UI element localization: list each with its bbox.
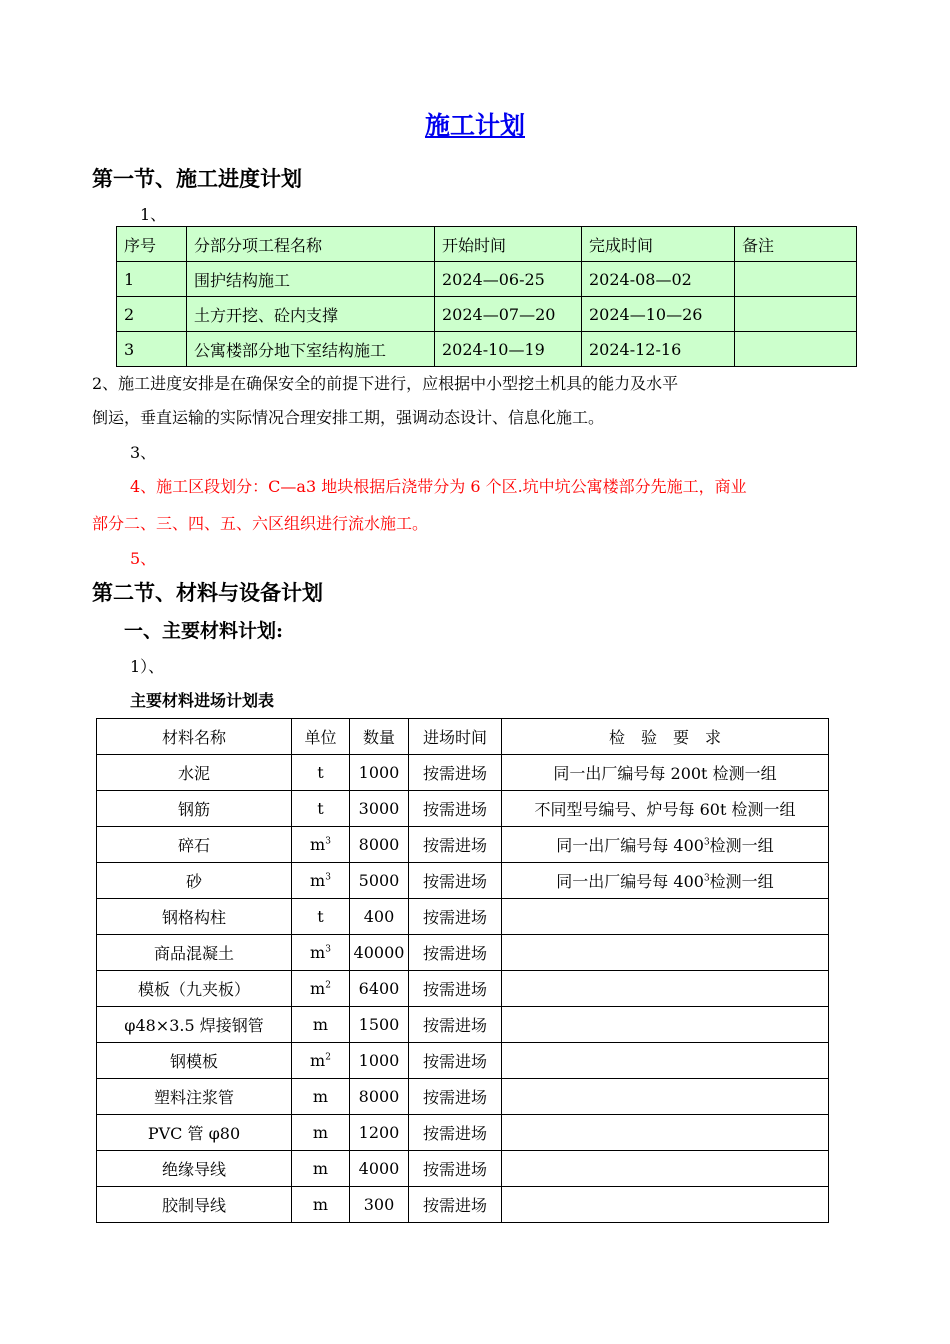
material-requirement-cell	[502, 1115, 829, 1151]
material-unit: t	[317, 763, 324, 782]
material-name-cell	[97, 1115, 292, 1151]
material-requirement-tail: 检测一组	[709, 872, 774, 891]
material-requirement-cell	[502, 1079, 829, 1115]
material-time: 按需进场	[422, 1124, 487, 1143]
material-time: 按需进场	[422, 1088, 487, 1107]
material-unit-exponent: 3	[325, 836, 331, 847]
material-unit: m	[310, 871, 326, 890]
section1-heading: 第一节、施工进度计划	[92, 166, 302, 191]
material-time-cell	[409, 1079, 502, 1115]
material-qty: 3000	[358, 799, 400, 818]
material-qty: 4000	[358, 1159, 400, 1178]
material-qty-cell	[350, 827, 409, 863]
material-time-cell	[409, 1043, 502, 1079]
materials-row	[97, 1043, 829, 1079]
material-time: 按需进场	[422, 836, 487, 855]
material-unit-cell	[292, 971, 350, 1007]
material-unit-cell	[292, 791, 350, 827]
schedule-header-cell: 分部分项工程名称	[187, 227, 435, 262]
material-name: 商品混凝土	[153, 944, 234, 963]
section1-item2-line1: 2、施工进度安排是在确保安全的前提下进行，应根据中小型挖土机具的能力及水平	[92, 374, 679, 393]
material-unit: m	[312, 1087, 329, 1106]
section2-subheading: 一、主要材料计划:	[124, 620, 284, 642]
material-time: 按需进场	[422, 1196, 487, 1215]
schedule-table	[116, 226, 857, 367]
section2-item1: 1）、	[130, 657, 165, 676]
material-unit: m	[310, 979, 326, 998]
schedule-row	[117, 297, 857, 332]
materials-row	[97, 755, 829, 791]
material-qty-cell	[350, 863, 409, 899]
materials-header-row	[97, 719, 829, 755]
material-requirement-cell	[502, 827, 829, 863]
schedule-cell: 3	[117, 332, 187, 367]
material-name: PVC 管 φ80	[147, 1124, 241, 1143]
material-unit-exponent: 2	[325, 980, 331, 991]
section1-item2-line2: 倒运，垂直运输的实际情况合理安排工期，强调动态设计、信息化施工。	[92, 408, 605, 427]
material-unit-cell	[292, 935, 350, 971]
schedule-header-cell: 备注	[735, 227, 857, 262]
material-time-cell	[409, 1151, 502, 1187]
material-time: 按需进场	[422, 800, 487, 819]
material-requirement: 不同型号编号、炉号每 60t 检测一组	[534, 800, 796, 819]
materials-header-cell: 材料名称	[97, 719, 292, 755]
material-unit: m	[312, 1015, 329, 1034]
material-unit-cell	[292, 1187, 350, 1223]
schedule-header-cell: 完成时间	[582, 227, 735, 262]
material-unit: t	[317, 799, 324, 818]
material-unit: m	[312, 1195, 329, 1214]
material-unit-cell	[292, 827, 350, 863]
material-unit-cell	[292, 1007, 350, 1043]
material-qty: 8000	[358, 1087, 400, 1106]
page-title[interactable]: 施工计划	[424, 111, 525, 140]
materials-row	[97, 899, 829, 935]
schedule-cell: 1	[117, 262, 187, 297]
material-requirement: 同一出厂编号每 400	[556, 836, 704, 855]
materials-row	[97, 935, 829, 971]
schedule-cell: 2	[117, 297, 187, 332]
material-qty: 6400	[358, 979, 400, 998]
material-name: φ48×3.5 焊接钢管	[124, 1016, 264, 1035]
material-qty: 8000	[358, 835, 400, 854]
materials-row	[97, 1079, 829, 1115]
material-name-cell	[97, 899, 292, 935]
schedule-cell: 2024—10—26	[582, 297, 735, 332]
material-time: 按需进场	[422, 944, 487, 963]
materials-header-cell: 检 验 要 求	[502, 719, 829, 755]
materials-row	[97, 1187, 829, 1223]
material-name-cell	[97, 1151, 292, 1187]
material-qty-cell	[350, 899, 409, 935]
material-requirement-cell	[502, 1187, 829, 1223]
material-qty: 300	[363, 1195, 395, 1214]
material-name: 模板（九夹板）	[137, 980, 250, 999]
material-name-cell	[97, 1007, 292, 1043]
section1-item4-line1: 4、施工区段划分：C—a3 地块根据后浇带分为 6 个区.坑中坑公寓楼部分先施工，商业	[130, 477, 747, 496]
material-time-cell	[409, 863, 502, 899]
material-name: 水泥	[177, 764, 210, 783]
material-time: 按需进场	[422, 764, 487, 783]
material-unit-exponent: 3	[325, 944, 331, 955]
material-name: 塑料注浆管	[153, 1088, 234, 1107]
materials-row	[97, 827, 829, 863]
material-name-cell	[97, 755, 292, 791]
schedule-cell: 2024-12-16	[582, 332, 735, 367]
material-name: 胶制导线	[161, 1196, 226, 1215]
material-name-cell	[97, 791, 292, 827]
material-requirement-cell	[502, 1043, 829, 1079]
material-unit-cell	[292, 863, 350, 899]
section1-item5: 5、	[130, 549, 157, 568]
schedule-cell: 土方开挖、砼内支撑	[187, 297, 435, 332]
material-time: 按需进场	[422, 1016, 487, 1035]
schedule-cell: 围护结构施工	[187, 262, 435, 297]
schedule-cell: 2024—07—20	[435, 297, 582, 332]
section1-item3: 3、	[130, 443, 157, 462]
material-time: 按需进场	[422, 872, 487, 891]
material-time-cell	[409, 935, 502, 971]
material-qty-cell	[350, 1187, 409, 1223]
material-unit-exponent: 3	[325, 872, 331, 883]
schedule-cell	[735, 297, 857, 332]
material-time: 按需进场	[422, 1052, 487, 1071]
material-qty-cell	[350, 791, 409, 827]
material-requirement-tail: 检测一组	[709, 836, 774, 855]
material-qty-cell	[350, 1151, 409, 1187]
materials-row	[97, 1151, 829, 1187]
materials-table-title: 主要材料进场计划表	[130, 691, 275, 710]
materials-row	[97, 791, 829, 827]
material-requirement: 同一出厂编号每 400	[556, 872, 704, 891]
materials-row	[97, 1007, 829, 1043]
schedule-header-cell: 开始时间	[435, 227, 582, 262]
section1-item4-line2: 部分二、三、四、五、六区组织进行流水施工。	[92, 514, 429, 533]
material-requirement-cell	[502, 791, 829, 827]
material-name: 绝缘导线	[161, 1160, 226, 1179]
material-requirement-cell	[502, 935, 829, 971]
material-qty: 40000	[353, 943, 405, 962]
material-requirement-cell	[502, 899, 829, 935]
material-time: 按需进场	[422, 1160, 487, 1179]
material-name-cell	[97, 1043, 292, 1079]
material-qty-cell	[350, 935, 409, 971]
materials-header-cell: 数量	[350, 719, 409, 755]
material-name-cell	[97, 1079, 292, 1115]
material-qty: 5000	[358, 871, 400, 890]
schedule-cell: 公寓楼部分地下室结构施工	[187, 332, 435, 367]
material-requirement-exponent: 3	[703, 873, 710, 884]
schedule-row	[117, 262, 857, 297]
material-time-cell	[409, 1115, 502, 1151]
material-name-cell	[97, 935, 292, 971]
material-qty: 1200	[358, 1123, 400, 1142]
material-qty-cell	[350, 755, 409, 791]
material-qty: 1500	[358, 1015, 400, 1034]
schedule-header-cell: 序号	[117, 227, 187, 262]
material-qty: 1000	[358, 1051, 400, 1070]
material-qty-cell	[350, 1079, 409, 1115]
schedule-cell	[735, 332, 857, 367]
material-unit: m	[310, 1051, 326, 1070]
material-name: 碎石	[177, 836, 210, 855]
material-name-cell	[97, 827, 292, 863]
materials-header-cell: 单位	[292, 719, 350, 755]
material-requirement-cell	[502, 971, 829, 1007]
schedule-cell	[735, 262, 857, 297]
materials-row	[97, 1115, 829, 1151]
material-time-cell	[409, 1187, 502, 1223]
material-time: 按需进场	[422, 980, 487, 999]
schedule-row	[117, 332, 857, 367]
material-requirement-cell	[502, 1151, 829, 1187]
materials-header-cell: 进场时间	[409, 719, 502, 755]
material-name: 钢筋	[177, 800, 210, 819]
section1-item1: 1、	[140, 205, 167, 224]
material-qty: 400	[363, 907, 395, 926]
material-qty-cell	[350, 1007, 409, 1043]
material-requirement-exponent: 3	[703, 837, 710, 848]
schedule-cell: 2024—06-25	[435, 262, 582, 297]
materials-table	[96, 718, 829, 1223]
material-unit: m	[310, 835, 326, 854]
schedule-header-row	[117, 227, 857, 262]
material-name: 钢格构柱	[161, 908, 226, 927]
material-unit-cell	[292, 1043, 350, 1079]
schedule-cell: 2024-08—02	[582, 262, 735, 297]
material-qty: 1000	[358, 763, 400, 782]
material-qty-cell	[350, 1043, 409, 1079]
material-unit-cell	[292, 899, 350, 935]
material-qty-cell	[350, 971, 409, 1007]
material-requirement-cell	[502, 1007, 829, 1043]
material-unit-cell	[292, 1115, 350, 1151]
material-unit: m	[312, 1159, 329, 1178]
material-requirement: 同一出厂编号每 200t 检测一组	[553, 764, 777, 783]
material-unit: m	[312, 1123, 329, 1142]
material-unit-cell	[292, 755, 350, 791]
material-unit-cell	[292, 1151, 350, 1187]
material-qty-cell	[350, 1115, 409, 1151]
materials-row	[97, 863, 829, 899]
material-time-cell	[409, 1007, 502, 1043]
material-requirement-cell	[502, 755, 829, 791]
material-name: 钢模板	[169, 1052, 218, 1071]
materials-row	[97, 971, 829, 1007]
section2-heading: 第二节、材料与设备计划	[92, 580, 323, 605]
material-time-cell	[409, 971, 502, 1007]
material-name-cell	[97, 863, 292, 899]
material-unit-exponent: 2	[325, 1052, 331, 1063]
material-time-cell	[409, 791, 502, 827]
material-time: 按需进场	[422, 908, 487, 927]
material-time-cell	[409, 827, 502, 863]
material-requirement-cell	[502, 863, 829, 899]
schedule-cell: 2024-10—19	[435, 332, 582, 367]
material-name-cell	[97, 1187, 292, 1223]
material-unit-cell	[292, 1079, 350, 1115]
material-name: 砂	[185, 872, 202, 891]
material-name-cell	[97, 971, 292, 1007]
material-time-cell	[409, 755, 502, 791]
material-time-cell	[409, 899, 502, 935]
material-unit: t	[317, 907, 324, 926]
material-unit: m	[310, 943, 326, 962]
